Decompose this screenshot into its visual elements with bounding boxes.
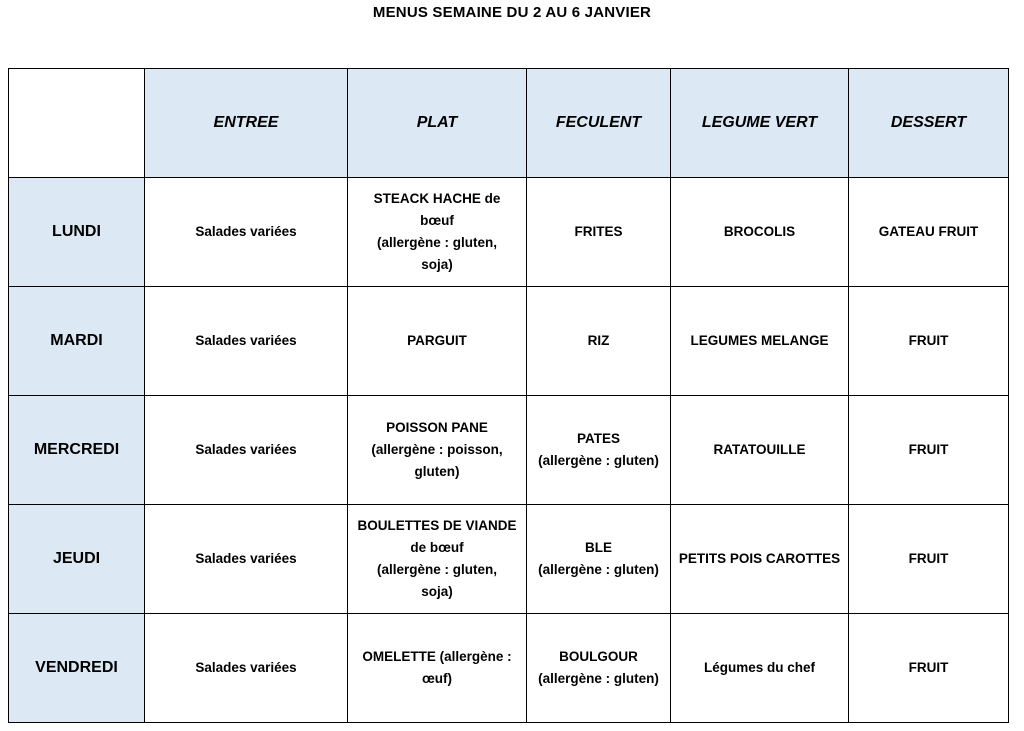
cell-text-line: gluten): [414, 464, 460, 479]
cell-text-line: œuf): [422, 671, 452, 686]
corner-cell: [9, 69, 145, 178]
menu-table: [8, 68, 1009, 723]
cell-text-line: OMELETTE (allergène :: [362, 649, 512, 664]
cell-text-line: FRUIT: [908, 660, 949, 675]
cell-text-line: Salades variées: [195, 660, 297, 675]
day-label: JEUDI: [9, 505, 145, 614]
plat-cell: [348, 614, 527, 723]
cell-text-line: FRUIT: [908, 333, 949, 348]
column-header-legume-vert: LEGUME VERT: [671, 69, 849, 178]
dessert-cell: [849, 505, 1009, 614]
dessert-cell: [849, 178, 1009, 287]
entree-cell: [145, 614, 348, 723]
plat-cell: [348, 396, 527, 505]
table-row: [9, 396, 1009, 505]
legume-vert-cell: [671, 614, 849, 723]
entree-cell: [145, 178, 348, 287]
cell-text-line: soja): [421, 584, 453, 599]
cell-text-line: LEGUMES MELANGE: [690, 333, 829, 348]
day-label: MARDI: [9, 287, 145, 396]
legume-vert-cell: [671, 505, 849, 614]
cell-text-line: bœuf: [420, 213, 454, 228]
dessert-cell: [849, 614, 1009, 723]
cell-text-line: (allergène : poisson,: [371, 442, 503, 457]
column-header-dessert: DESSERT: [849, 69, 1009, 178]
cell-text-line: BLE: [585, 540, 612, 555]
legume-vert-cell: [671, 396, 849, 505]
cell-text-line: GATEAU FRUIT: [878, 224, 979, 239]
page-title: MENUS SEMAINE DU 2 AU 6 JANVIER: [372, 4, 652, 21]
cell-text-line: BOULGOUR: [559, 649, 638, 664]
feculent-cell: [527, 287, 671, 396]
cell-text-line: soja): [421, 257, 453, 272]
feculent-cell: [527, 396, 671, 505]
cell-text-line: (allergène : gluten): [538, 671, 659, 686]
feculent-cell: [527, 505, 671, 614]
dessert-cell: [849, 396, 1009, 505]
cell-text-line: FRUIT: [908, 551, 949, 566]
entree-cell: [145, 287, 348, 396]
cell-text-line: (allergène : gluten): [538, 562, 659, 577]
entree-cell: [145, 396, 348, 505]
feculent-cell: [527, 178, 671, 287]
dessert-cell: [849, 287, 1009, 396]
cell-text-line: Légumes du chef: [703, 660, 816, 675]
cell-text-line: (allergène : gluten,: [376, 562, 498, 577]
day-label: VENDREDI: [9, 614, 145, 723]
plat-cell: [348, 287, 527, 396]
plat-cell: [348, 178, 527, 287]
cell-text-line: Salades variées: [195, 224, 297, 239]
cell-text-line: BROCOLIS: [723, 224, 796, 239]
cell-text-line: (allergène : gluten): [538, 453, 659, 468]
cell-text-line: PETITS POIS CAROTTES: [678, 551, 841, 566]
cell-text-line: de bœuf: [410, 540, 464, 555]
day-label: MERCREDI: [9, 396, 145, 505]
cell-text-line: PATES: [576, 431, 620, 446]
cell-text-line: Salades variées: [195, 551, 297, 566]
entree-cell: [145, 505, 348, 614]
column-header-entree: ENTREE: [145, 69, 348, 178]
column-header-plat: PLAT: [348, 69, 527, 178]
cell-text-line: Salades variées: [195, 442, 297, 457]
legume-vert-cell: [671, 287, 849, 396]
cell-text-line: RATATOUILLE: [713, 442, 806, 457]
cell-text-line: FRITES: [574, 224, 623, 239]
cell-text-line: STEACK HACHE de: [373, 191, 501, 206]
legume-vert-cell: [671, 178, 849, 287]
header-row: [9, 69, 1009, 178]
plat-cell: [348, 505, 527, 614]
table-row: [9, 614, 1009, 723]
feculent-cell: [527, 614, 671, 723]
table-row: [9, 505, 1009, 614]
cell-text-line: Salades variées: [195, 333, 297, 348]
cell-text-line: (allergène : gluten,: [376, 235, 498, 250]
cell-text-line: PARGUIT: [407, 333, 467, 348]
table-row: [9, 287, 1009, 396]
cell-text-line: POISSON PANE: [386, 420, 488, 435]
cell-text-line: FRUIT: [908, 442, 949, 457]
column-header-feculent: FECULENT: [527, 69, 671, 178]
day-label: LUNDI: [9, 178, 145, 287]
table-row: [9, 178, 1009, 287]
cell-text-line: RIZ: [587, 333, 610, 348]
cell-text-line: BOULETTES DE VIANDE: [357, 518, 517, 533]
